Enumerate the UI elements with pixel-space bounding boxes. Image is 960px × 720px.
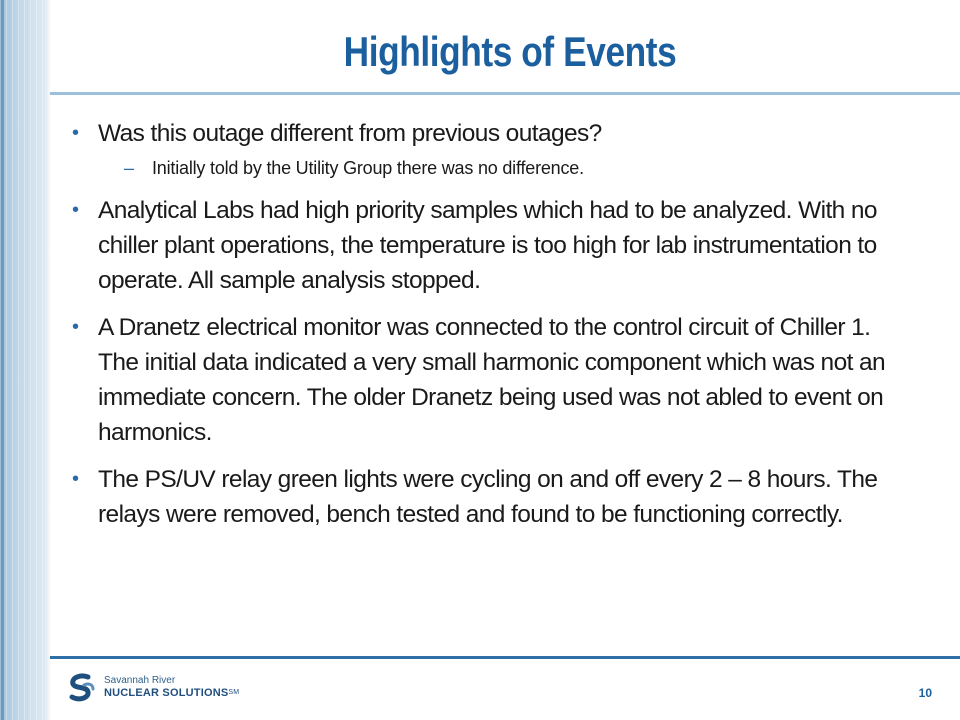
service-mark: SM [228, 689, 240, 696]
slide-title: Highlights of Events [343, 28, 677, 75]
sub-bullet-marker: – [124, 158, 134, 178]
bullet-item-1 [72, 116, 912, 151]
title-divider [50, 92, 960, 95]
logo-line-2: NUCLEAR SOLUTIONS℠ [104, 687, 240, 699]
company-logo [66, 670, 239, 704]
bullet-text: A Dranetz electrical monitor was connected to the control circuit of Chiller 1. The initial data indicated a very small harmonic component which was not an immediate concern. The older Dranetz being used was not abled to event on harmonics. [98, 314, 886, 446]
bullet-text: Analytical Labs had high priority samples which had to be analyzed. With no chiller plant operations, the temperature is too high for lab instrumentation to operate. All sample analysis stopped. [98, 197, 877, 294]
footer-divider [50, 656, 960, 659]
bullet-text: The PS/UV relay green lights were cycling on and off every 2 – 8 hours. The relays were removed, bench tested and found to be functioning correctly. [98, 466, 878, 528]
bullet-marker: • [72, 316, 79, 338]
bullet-item-4 [72, 462, 912, 532]
logo-line-1: Savannah River [104, 675, 176, 686]
bullet-item-3 [72, 310, 912, 450]
srns-logo-icon [66, 671, 98, 703]
bullet-item-2 [72, 193, 912, 298]
bullet-text: Was this outage different from previous outages? [98, 120, 602, 147]
bullet-marker: • [72, 468, 79, 490]
bullet-marker: • [72, 122, 79, 144]
sub-bullet-item-1 [72, 155, 912, 181]
page-number: 10 [918, 686, 932, 700]
bullet-marker: • [72, 199, 79, 221]
sub-bullet-text: Initially told by the Utility Group there was no difference. [152, 158, 584, 178]
bullet-list [72, 116, 912, 532]
left-decorative-band [0, 0, 50, 720]
